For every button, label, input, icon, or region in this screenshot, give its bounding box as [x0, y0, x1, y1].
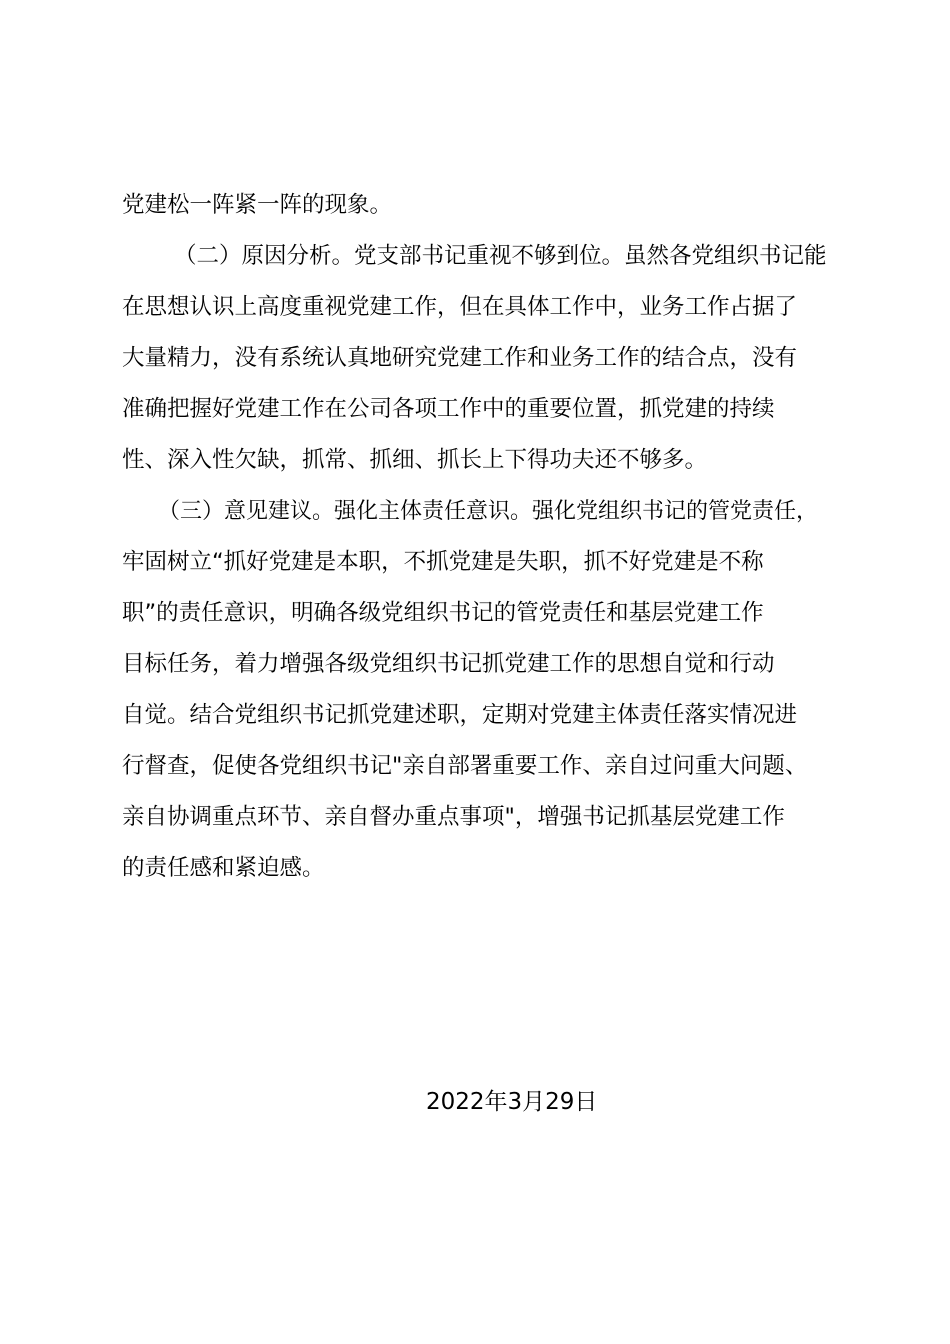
text-line: 自觉。结合党组织书记抓党建述职，定期对党建主体责任落实情况进 — [122, 702, 798, 728]
document-date: 2022年3月29日 — [426, 1089, 598, 1115]
text-line: 准确把握好党建工作在公司各项工作中的重要位置，抓党建的持续 — [122, 396, 775, 422]
document-body — [122, 180, 830, 894]
text-line: 党建松一阵紧一阵的现象。 — [122, 192, 393, 218]
text-line: 牢固树立“抓好党建是本职，不抓党建是失职，抓不好党建是不称 — [122, 549, 764, 575]
text-line: 职”的责任意识，明确各级党组织书记的管党责任和基层党建工作 — [122, 600, 764, 626]
text-line: 目标任务，着力增强各级党组织书记抓党建工作的思想自觉和行动 — [122, 651, 775, 677]
text-line: 性、深入性欠缺，抓常、抓细、抓长上下得功夫还不够多。 — [122, 447, 708, 473]
text-line: 亲自协调重点环节、亲自督办重点事项"，增强书记抓基层党建工作 — [122, 804, 785, 830]
text-line: 在思想认识上高度重视党建工作，但在具体工作中，业务工作占据了 — [122, 294, 798, 320]
text-line: 行督查，促使各党组织书记"亲自部署重要工作、亲自过问重大问题、 — [122, 753, 808, 779]
text-line: （三）意见建议。强化主体责任意识。强化党组织书记的管党责任， — [158, 499, 819, 524]
text-line: 大量精力，没有系统认真地研究党建工作和业务工作的结合点，没有 — [122, 345, 798, 371]
text-line: （二）原因分析。党支部书记重视不够到位。虽然各党组织书记能 — [174, 243, 827, 269]
text-line: 的责任感和紧迫感。 — [122, 855, 325, 881]
